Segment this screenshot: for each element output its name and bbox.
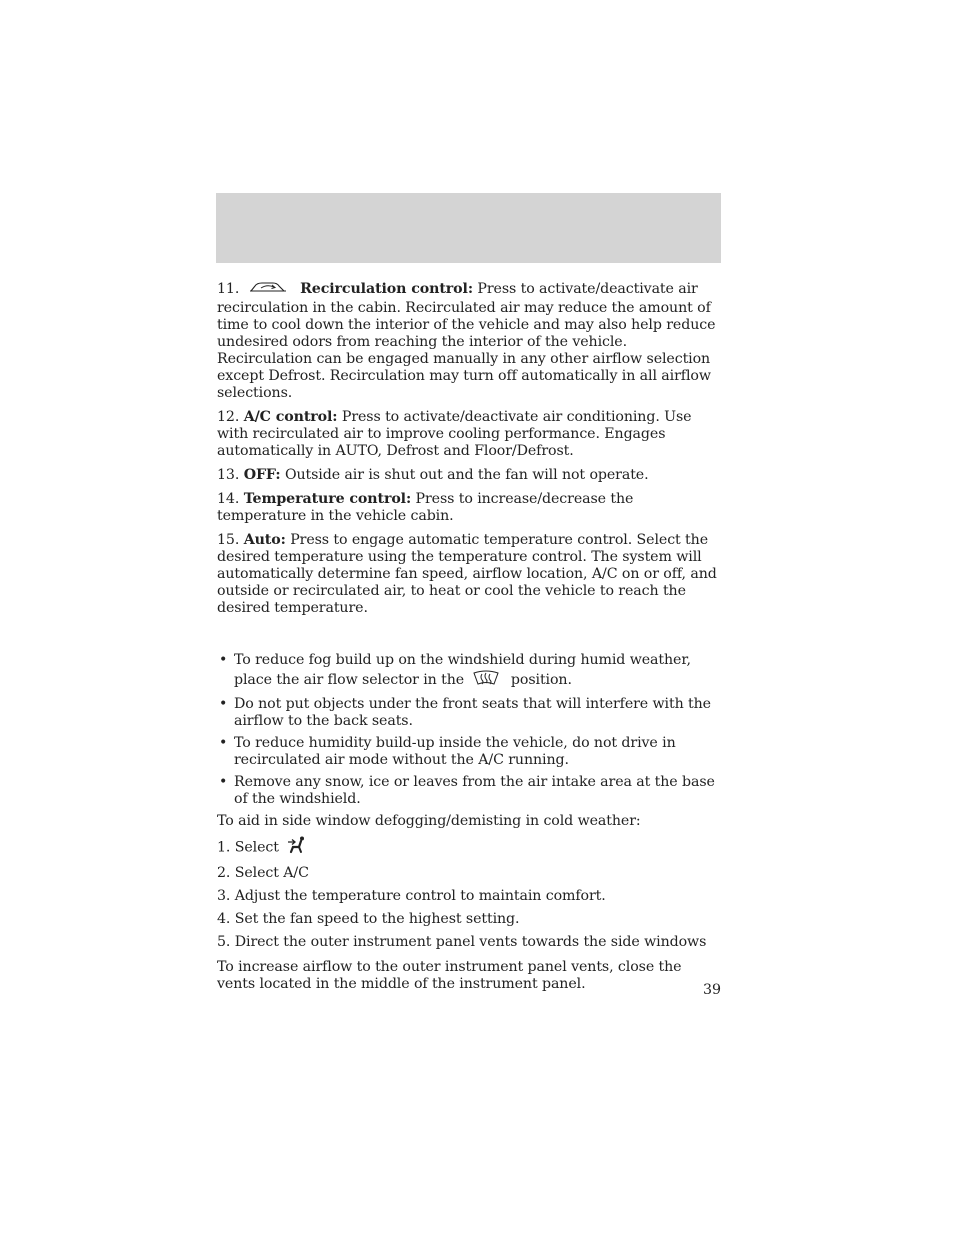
section-header-band (216, 193, 721, 263)
item-text: Press to engage automatic temperature control. Select the desired temperature using the temperature control. The system will automatically determine fan speed, airflow location, A/C on or off, and outside or recirculated air, to heat or cool the vehicle to reach the desired temperature. (217, 532, 717, 616)
item-temperature-control (217, 491, 722, 525)
page-number: 39 (702, 982, 721, 998)
item-number: 11. (217, 281, 240, 297)
step-5: 5. Direct the outer instrument panel vents towards the side windows (217, 934, 707, 950)
defog-intro: To aid in side window defogging/demisting in cold weather: (217, 813, 641, 829)
bullet-item: • To reduce fog build up on the windshield during humid weather, place the air flow selector in the position. (217, 652, 722, 691)
step-3: 3. Adjust the temperature control to maintain comfort. (217, 888, 606, 904)
defrost-icon (472, 669, 500, 691)
bullet-text: Do not put objects under the front seats that will interfere with the airflow to the back seats. (234, 696, 711, 729)
item-auto (217, 532, 722, 617)
item-text: Outside air is shut out and the fan will not operate. (284, 467, 649, 483)
bullet-text: To reduce fog build up on the windshield during humid weather, place the air flow selector in the (234, 652, 691, 688)
bullet-text: position. (510, 672, 572, 688)
closing-note: To increase airflow to the outer instrument panel vents, close the vents located in the middle of the instrument panel. (217, 959, 682, 992)
item-title: A/C control: (243, 409, 338, 425)
item-title: Recirculation control: (300, 281, 473, 297)
bullet-text: To reduce humidity build-up inside the vehicle, do not drive in recirculated air mode without the A/C running. (234, 735, 676, 768)
recirculation-icon (248, 278, 288, 300)
item-recirculation (217, 278, 722, 402)
item-off (217, 467, 722, 484)
item-ac-control (217, 409, 722, 460)
item-text: Press to activate/deactivate air conditioning. Use with recirculated air to improve cooling performance. Engages automatically in AUTO, Defrost and Floor/Defrost. (217, 409, 692, 459)
item-text: Press to increase/decrease the temperature in the vehicle cabin. (217, 491, 634, 524)
item-number: 13. (217, 467, 240, 483)
step-4: 4. Set the fan speed to the highest setting. (217, 911, 520, 927)
bullet-item: • Do not put objects under the front seats that will interfere with the airflow to the back seats. (219, 696, 711, 729)
step-text: 1. Select (217, 839, 279, 856)
item-number: 15. (217, 532, 240, 548)
item-text: Press to activate/deactivate air recirculation in the cabin. Recirculated air may reduce the amount of time to cool down the interior of the vehicle and may also help reduce undesired odors from reaching the interior of the vehicle. Recirculation can be engaged manually in any other airflow selection except Defrost. Recirculation may turn off automatically in all airflow selections. (217, 281, 716, 401)
bullet-item: • Remove any snow, ice or leaves from the air intake area at the base of the windshield. (219, 774, 715, 807)
item-number: 12. (217, 409, 240, 425)
bullet-item: • To reduce humidity build-up inside the vehicle, do not drive in recirculated air mode without the A/C running. (219, 735, 676, 768)
item-title: Temperature control: (243, 491, 412, 507)
item-title: OFF: (243, 467, 281, 483)
panel-airflow-icon (287, 836, 307, 859)
step-1 (217, 836, 722, 859)
bullet-text: Remove any snow, ice or leaves from the air intake area at the base of the windshield. (234, 774, 715, 807)
item-title: Auto: (243, 532, 286, 548)
item-number: 14. (217, 491, 240, 507)
step-2: 2. Select A/C (217, 865, 309, 881)
page-content (217, 278, 722, 999)
